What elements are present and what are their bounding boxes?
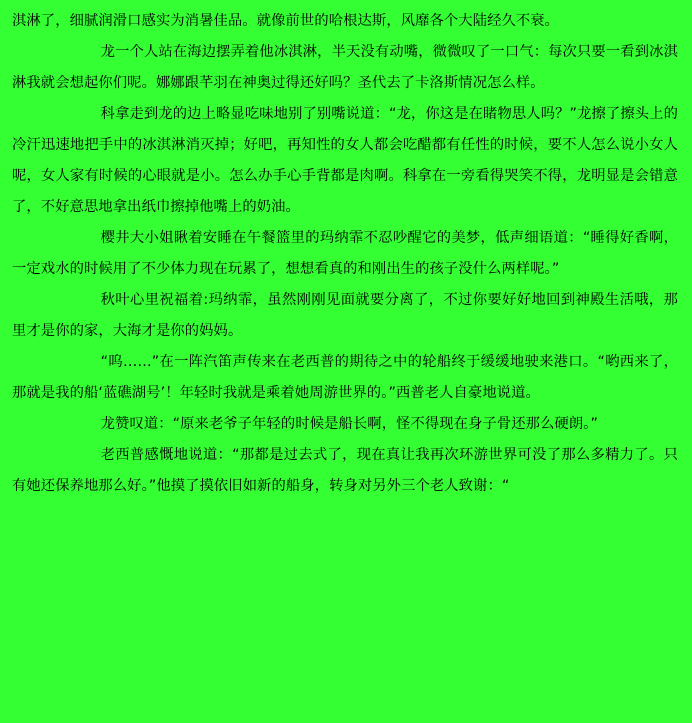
- paragraph-7: 龙赞叹道：“原来老爷子年轻的时候是船长啊，怪不得现在身子骨还那么硬朗。”: [100, 416, 599, 432]
- paragraph-4: 樱井大小姐瞅着安睡在午餐篮里的玛纳霏不忍吵醒它的美梦，低声细语道：“睡得好香啊，一定戏水的时候用了不少体力现在玩累了，想想看真的和刚出生的孩子没什么两样呢。”: [12, 230, 678, 277]
- paragraph-2: 龙一个人站在海边摆弄着他冰淇淋，半天没有动嘴，微微叹了一口气：每次只要一看到冰淇淋我就会想起你们呢。娜娜跟芊羽在神奥过得还好吗？圣代去了卡洛斯情况怎么样。: [12, 44, 678, 91]
- paragraph-6: “呜……”在一阵汽笛声传来在老西普的期待之中的轮船终于缓缓地驶来港口。“哟西来了，那就是我的船‘蓝礁湖号’！年轻时我就是乘着她周游世界的。”西普老人自豪地说道。: [12, 354, 678, 401]
- document-body: [12, 6, 678, 502]
- paragraph-8: 老西普感慨地说道：“那都是过去式了，现在真让我再次环游世界可没了那么多精力了。只有她还保养地那么好。”他摸了摸依旧如新的船身，转身对另外三个老人致谢：“: [12, 447, 678, 494]
- paragraph-1: 淇淋了，细腻润滑口感实为消暑佳品。就像前世的哈根达斯，风靡各个大陆经久不衰。: [12, 13, 560, 29]
- paragraph-5: 秋叶心里祝福着:玛纳霏，虽然刚刚见面就要分离了，不过你要好好地回到神殿生活哦，那里才是你的家，大海才是你的妈妈。: [12, 292, 678, 339]
- paragraph-3: 科拿走到龙的边上略显吃味地别了别嘴说道：“龙，你这是在睹物思人吗？”龙擦了擦头上的冷汗迅速地把手中的冰淇淋消灭掉；好吧，再知性的女人都会吃醋都有任性的时候，要不人怎么说小女人呢，女人家有时候的心眼就是小。怎么办手心手背都是肉啊。科拿在一旁看得哭笑不得，龙明显是会错意了，不好意思地拿出纸巾擦掉他嘴上的奶油。: [12, 106, 678, 215]
